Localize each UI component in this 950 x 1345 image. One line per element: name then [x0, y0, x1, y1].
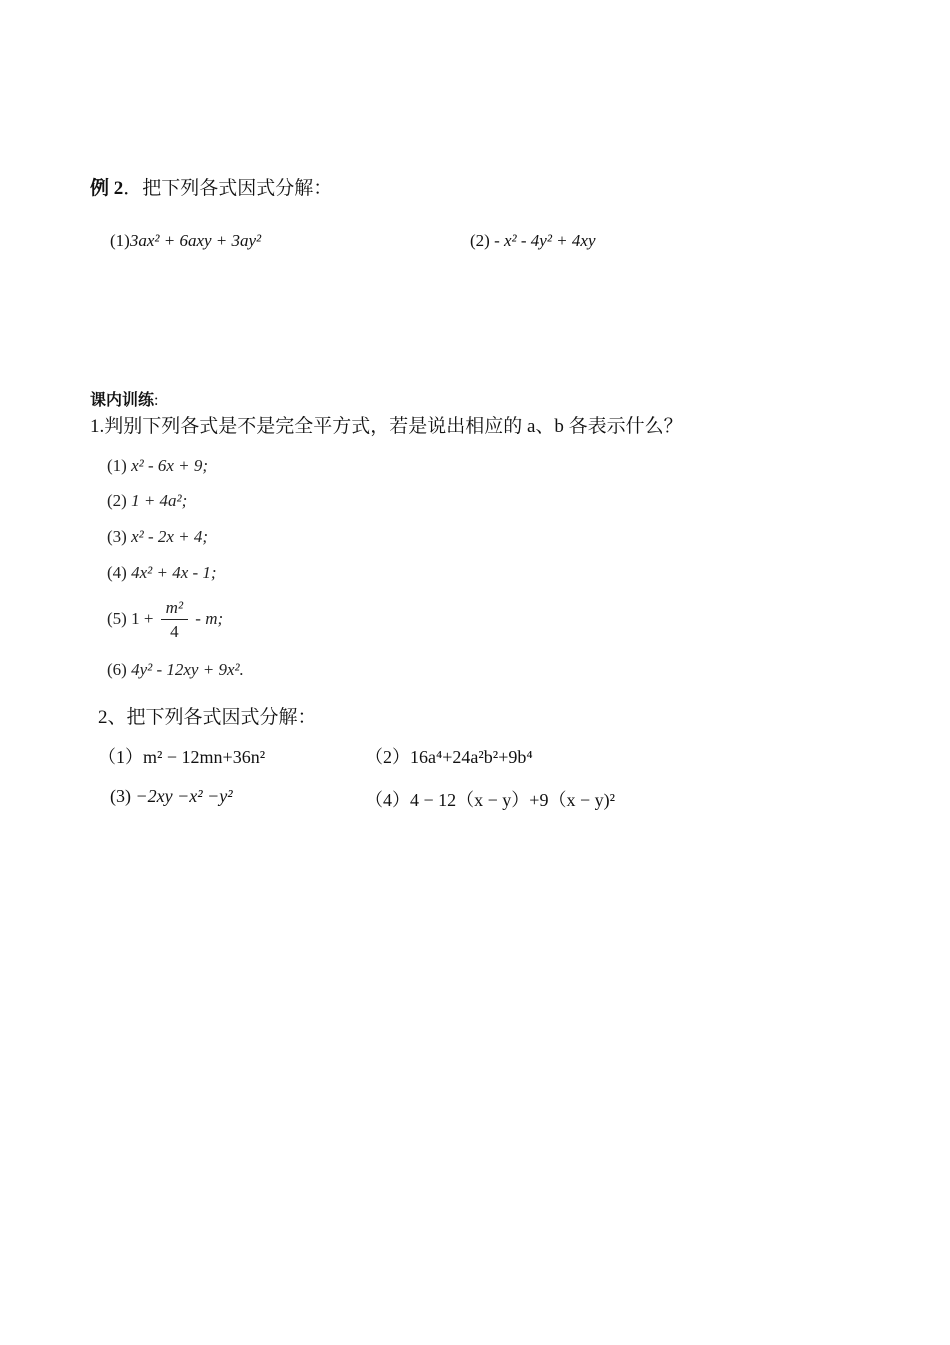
example-item-1-number: (1) — [110, 231, 130, 250]
example-item-2-expression: - x² - 4y² + 4xy — [494, 231, 596, 250]
q1-item-5 — [107, 598, 223, 642]
q1-item-1-number: (1) — [107, 456, 127, 475]
question-1-prompt: 1.判别下列各式是不是完全平方式，若是说出相应的 a、b 各表示什么？ — [90, 416, 683, 437]
q2-item-2 — [365, 743, 533, 769]
q2-item-1-number: （1） — [98, 747, 143, 767]
example-instruction: ．把下列各式因式分解： — [123, 178, 333, 199]
question-2-prompt: 2、把下列各式因式分解： — [98, 707, 317, 728]
practice-title-colon: : — [154, 392, 159, 409]
q1-item-4-expression: 4x² + 4x - 1; — [131, 563, 217, 582]
example-item-1 — [110, 231, 261, 251]
q2-item-4-expression: 4 − 12（x − y）+9（x − y)² — [410, 790, 615, 810]
q1-item-5-number: (5) — [107, 608, 127, 628]
q1-item-6 — [107, 660, 244, 680]
q2-item-4-number: （4） — [365, 790, 410, 810]
example-item-1-expression: 3ax² + 6axy + 3ay² — [129, 231, 262, 250]
q2-item-3-number: (3) — [110, 786, 131, 806]
fraction — [161, 598, 188, 642]
practice-title-text: 课内训练 — [90, 392, 155, 409]
q2-item-3-expression: −2xy −x² −y² — [135, 786, 233, 806]
example-heading — [90, 173, 332, 200]
q1-item-2-number: (2) — [107, 491, 127, 510]
example-item-2-number: (2) — [470, 231, 490, 250]
practice-title — [90, 387, 158, 410]
fraction-denominator: 4 — [170, 622, 179, 641]
q2-item-4 — [365, 786, 615, 812]
q1-item-1 — [107, 456, 208, 476]
example-label: 例 2 — [90, 178, 124, 199]
q2-item-1-expression: m² − 12mn+36n² — [143, 747, 266, 767]
q1-item-6-expression: 4y² - 12xy + 9x². — [131, 660, 244, 679]
q1-item-1-expression: x² - 6x + 9; — [131, 456, 209, 475]
q1-item-3-expression: x² - 2x + 4; — [131, 527, 209, 546]
q2-item-2-number: （2） — [365, 747, 410, 767]
q1-item-4-number: (4) — [107, 563, 127, 582]
q2-item-1 — [98, 743, 265, 769]
example-item-2 — [470, 231, 596, 251]
q1-item-5-prefix: 1 + — [131, 608, 154, 628]
q1-item-6-number: (6) — [107, 660, 127, 679]
q1-item-3-number: (3) — [107, 527, 127, 546]
q2-item-2-expression: 16a⁴+24a²b²+9b⁴ — [410, 747, 533, 767]
q1-item-5-suffix: - m; — [195, 608, 224, 628]
q1-item-2 — [107, 491, 187, 511]
q1-item-2-expression: 1 + 4a²; — [131, 491, 188, 510]
q2-item-3 — [110, 786, 233, 807]
q1-item-3 — [107, 527, 208, 547]
q1-item-4 — [107, 563, 217, 583]
fraction-numerator: m² — [161, 598, 188, 620]
